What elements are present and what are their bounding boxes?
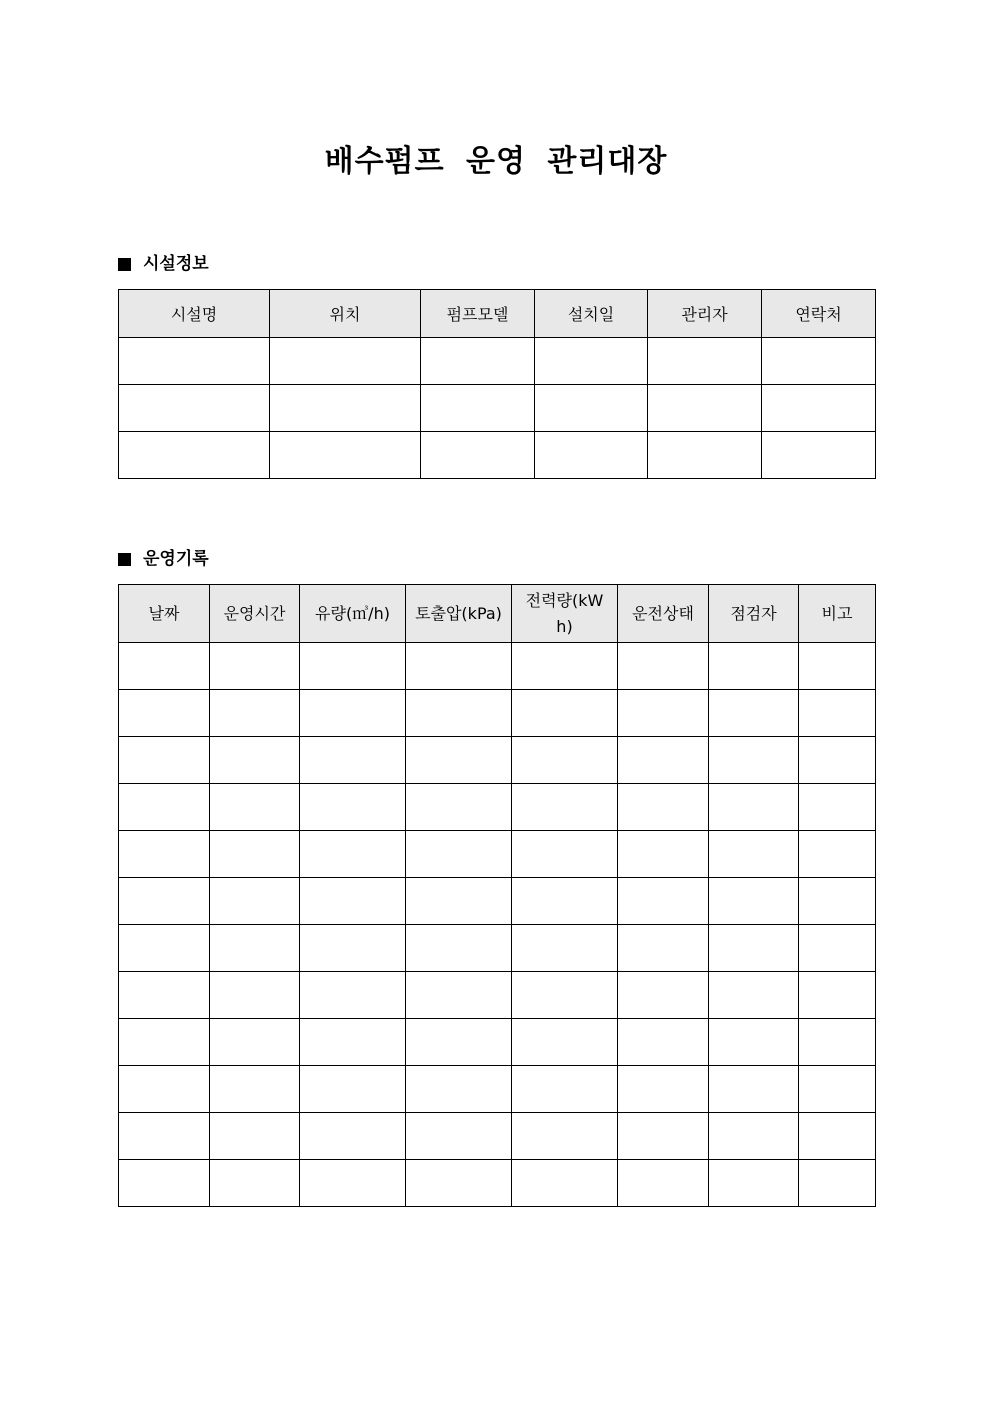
table-cell[interactable]: [512, 643, 618, 690]
table-cell[interactable]: [300, 1160, 406, 1207]
table-cell[interactable]: [421, 385, 535, 432]
header-inspector: 점검자: [709, 585, 799, 643]
table-cell[interactable]: [512, 1066, 618, 1113]
facility-section-heading: [118, 252, 209, 276]
header-date: 날짜: [119, 585, 210, 643]
table-cell[interactable]: [119, 925, 210, 972]
table-cell[interactable]: [618, 784, 709, 831]
table-cell[interactable]: [648, 338, 762, 385]
table-row: [119, 784, 876, 831]
table-cell[interactable]: [799, 690, 876, 737]
table-cell[interactable]: [799, 1113, 876, 1160]
table-cell[interactable]: [300, 690, 406, 737]
table-cell[interactable]: [799, 643, 876, 690]
table-cell[interactable]: [119, 784, 210, 831]
table-cell[interactable]: [709, 972, 799, 1019]
table-cell[interactable]: [119, 1113, 210, 1160]
table-cell[interactable]: [210, 1066, 300, 1113]
table-cell[interactable]: [300, 972, 406, 1019]
table-cell[interactable]: [618, 831, 709, 878]
table-cell[interactable]: [535, 432, 648, 479]
table-cell[interactable]: [119, 338, 270, 385]
table-cell[interactable]: [709, 737, 799, 784]
table-row: [119, 1019, 876, 1066]
table-cell[interactable]: [648, 432, 762, 479]
table-cell[interactable]: [119, 690, 210, 737]
table-cell[interactable]: [210, 643, 300, 690]
table-cell[interactable]: [119, 831, 210, 878]
table-cell[interactable]: [512, 1160, 618, 1207]
table-cell[interactable]: [709, 1160, 799, 1207]
table-cell[interactable]: [406, 1019, 512, 1066]
table-cell[interactable]: [709, 784, 799, 831]
table-cell[interactable]: [799, 925, 876, 972]
table-cell[interactable]: [618, 972, 709, 1019]
table-cell[interactable]: [406, 972, 512, 1019]
square-bullet-icon: [118, 258, 131, 271]
table-cell[interactable]: [799, 1019, 876, 1066]
table-cell[interactable]: [300, 831, 406, 878]
table-cell[interactable]: [406, 643, 512, 690]
table-cell[interactable]: [512, 972, 618, 1019]
header-flow-rate: 유량(㎥/h): [300, 585, 406, 643]
table-cell[interactable]: [535, 385, 648, 432]
table-cell[interactable]: [709, 1113, 799, 1160]
table-cell[interactable]: [618, 737, 709, 784]
table-cell[interactable]: [406, 1066, 512, 1113]
table-cell[interactable]: [512, 784, 618, 831]
table-cell[interactable]: [799, 878, 876, 925]
table-cell[interactable]: [119, 1160, 210, 1207]
table-row: [119, 338, 876, 385]
table-cell[interactable]: [119, 1066, 210, 1113]
table-row: [119, 1066, 876, 1113]
table-cell[interactable]: [300, 1066, 406, 1113]
table-cell[interactable]: [799, 972, 876, 1019]
table-cell[interactable]: [210, 1160, 300, 1207]
header-manager: 관리자: [648, 290, 762, 338]
table-cell[interactable]: [210, 972, 300, 1019]
table-row: [119, 925, 876, 972]
header-facility-name: 시설명: [119, 290, 270, 338]
table-cell[interactable]: [406, 1113, 512, 1160]
table-cell[interactable]: [709, 1066, 799, 1113]
table-cell[interactable]: [618, 1019, 709, 1066]
table-cell[interactable]: [406, 1160, 512, 1207]
table-cell[interactable]: [799, 1066, 876, 1113]
table-cell[interactable]: [618, 1113, 709, 1160]
table-cell[interactable]: [709, 878, 799, 925]
header-power-consumption: 전력량(kWh): [512, 585, 618, 643]
square-bullet-icon: [118, 553, 131, 566]
table-cell[interactable]: [406, 925, 512, 972]
log-section-heading: [118, 547, 209, 571]
table-cell[interactable]: [270, 338, 421, 385]
header-remarks: 비고: [799, 585, 876, 643]
table-row: [119, 878, 876, 925]
table-cell[interactable]: [799, 784, 876, 831]
table-cell[interactable]: [406, 737, 512, 784]
table-cell[interactable]: [762, 432, 876, 479]
table-cell[interactable]: [709, 690, 799, 737]
table-cell[interactable]: [300, 1019, 406, 1066]
table-cell[interactable]: [535, 338, 648, 385]
table-cell[interactable]: [210, 831, 300, 878]
table-cell[interactable]: [799, 737, 876, 784]
table-cell[interactable]: [406, 878, 512, 925]
header-pump-model: 펌프모델: [421, 290, 535, 338]
table-cell[interactable]: [762, 338, 876, 385]
table-row: [119, 385, 876, 432]
header-contact: 연락처: [762, 290, 876, 338]
table-cell[interactable]: [119, 1019, 210, 1066]
table-row: [119, 643, 876, 690]
header-location: 위치: [270, 290, 421, 338]
table-cell[interactable]: [618, 1160, 709, 1207]
table-cell[interactable]: [709, 925, 799, 972]
table-cell[interactable]: [512, 925, 618, 972]
table-cell[interactable]: [210, 737, 300, 784]
header-operating-hours: 운영시간: [210, 585, 300, 643]
table-cell[interactable]: [119, 432, 270, 479]
table-cell[interactable]: [799, 831, 876, 878]
table-cell[interactable]: [406, 784, 512, 831]
page-title: 배수펌프 운영 관리대장: [324, 144, 668, 179]
facility-section-label: 시설정보: [143, 254, 209, 274]
table-row: [119, 432, 876, 479]
table-cell[interactable]: [300, 643, 406, 690]
table-cell[interactable]: [421, 432, 535, 479]
table-cell[interactable]: [709, 831, 799, 878]
table-cell[interactable]: [119, 737, 210, 784]
table-cell[interactable]: [618, 643, 709, 690]
table-cell[interactable]: [512, 831, 618, 878]
table-header-row: [119, 290, 876, 338]
operation-log-table: [118, 584, 876, 1207]
table-cell[interactable]: [512, 878, 618, 925]
table-header-row: [119, 585, 876, 643]
table-cell[interactable]: [799, 1160, 876, 1207]
table-cell[interactable]: [119, 385, 270, 432]
table-row: [119, 972, 876, 1019]
table-cell[interactable]: [406, 690, 512, 737]
table-cell[interactable]: [210, 784, 300, 831]
facility-info-table: [118, 289, 876, 479]
header-discharge-pressure: 토출압(kPa): [406, 585, 512, 643]
table-cell[interactable]: [300, 737, 406, 784]
table-cell[interactable]: [512, 1113, 618, 1160]
table-cell[interactable]: [618, 878, 709, 925]
table-row: [119, 1160, 876, 1207]
table-cell[interactable]: [618, 690, 709, 737]
table-cell[interactable]: [300, 784, 406, 831]
table-cell[interactable]: [210, 1113, 300, 1160]
table-cell[interactable]: [119, 643, 210, 690]
table-cell[interactable]: [618, 925, 709, 972]
table-cell[interactable]: [709, 1019, 799, 1066]
table-cell[interactable]: [119, 972, 210, 1019]
table-cell[interactable]: [300, 1113, 406, 1160]
table-row: [119, 737, 876, 784]
table-cell[interactable]: [270, 385, 421, 432]
table-row: [119, 831, 876, 878]
table-cell[interactable]: [300, 925, 406, 972]
header-operating-status: 운전상태: [618, 585, 709, 643]
table-row: [119, 690, 876, 737]
table-cell[interactable]: [300, 878, 406, 925]
table-cell[interactable]: [762, 385, 876, 432]
table-cell[interactable]: [512, 690, 618, 737]
table-cell[interactable]: [119, 878, 210, 925]
table-cell[interactable]: [512, 1019, 618, 1066]
table-row: [119, 1113, 876, 1160]
table-cell[interactable]: [709, 643, 799, 690]
table-cell[interactable]: [210, 1019, 300, 1066]
table-cell[interactable]: [210, 690, 300, 737]
table-cell[interactable]: [421, 338, 535, 385]
log-section-label: 운영기록: [143, 549, 209, 569]
table-cell[interactable]: [618, 1066, 709, 1113]
table-cell[interactable]: [210, 925, 300, 972]
header-install-date: 설치일: [535, 290, 648, 338]
table-cell[interactable]: [406, 831, 512, 878]
table-cell[interactable]: [210, 878, 300, 925]
table-cell[interactable]: [648, 385, 762, 432]
table-cell[interactable]: [512, 737, 618, 784]
table-cell[interactable]: [270, 432, 421, 479]
